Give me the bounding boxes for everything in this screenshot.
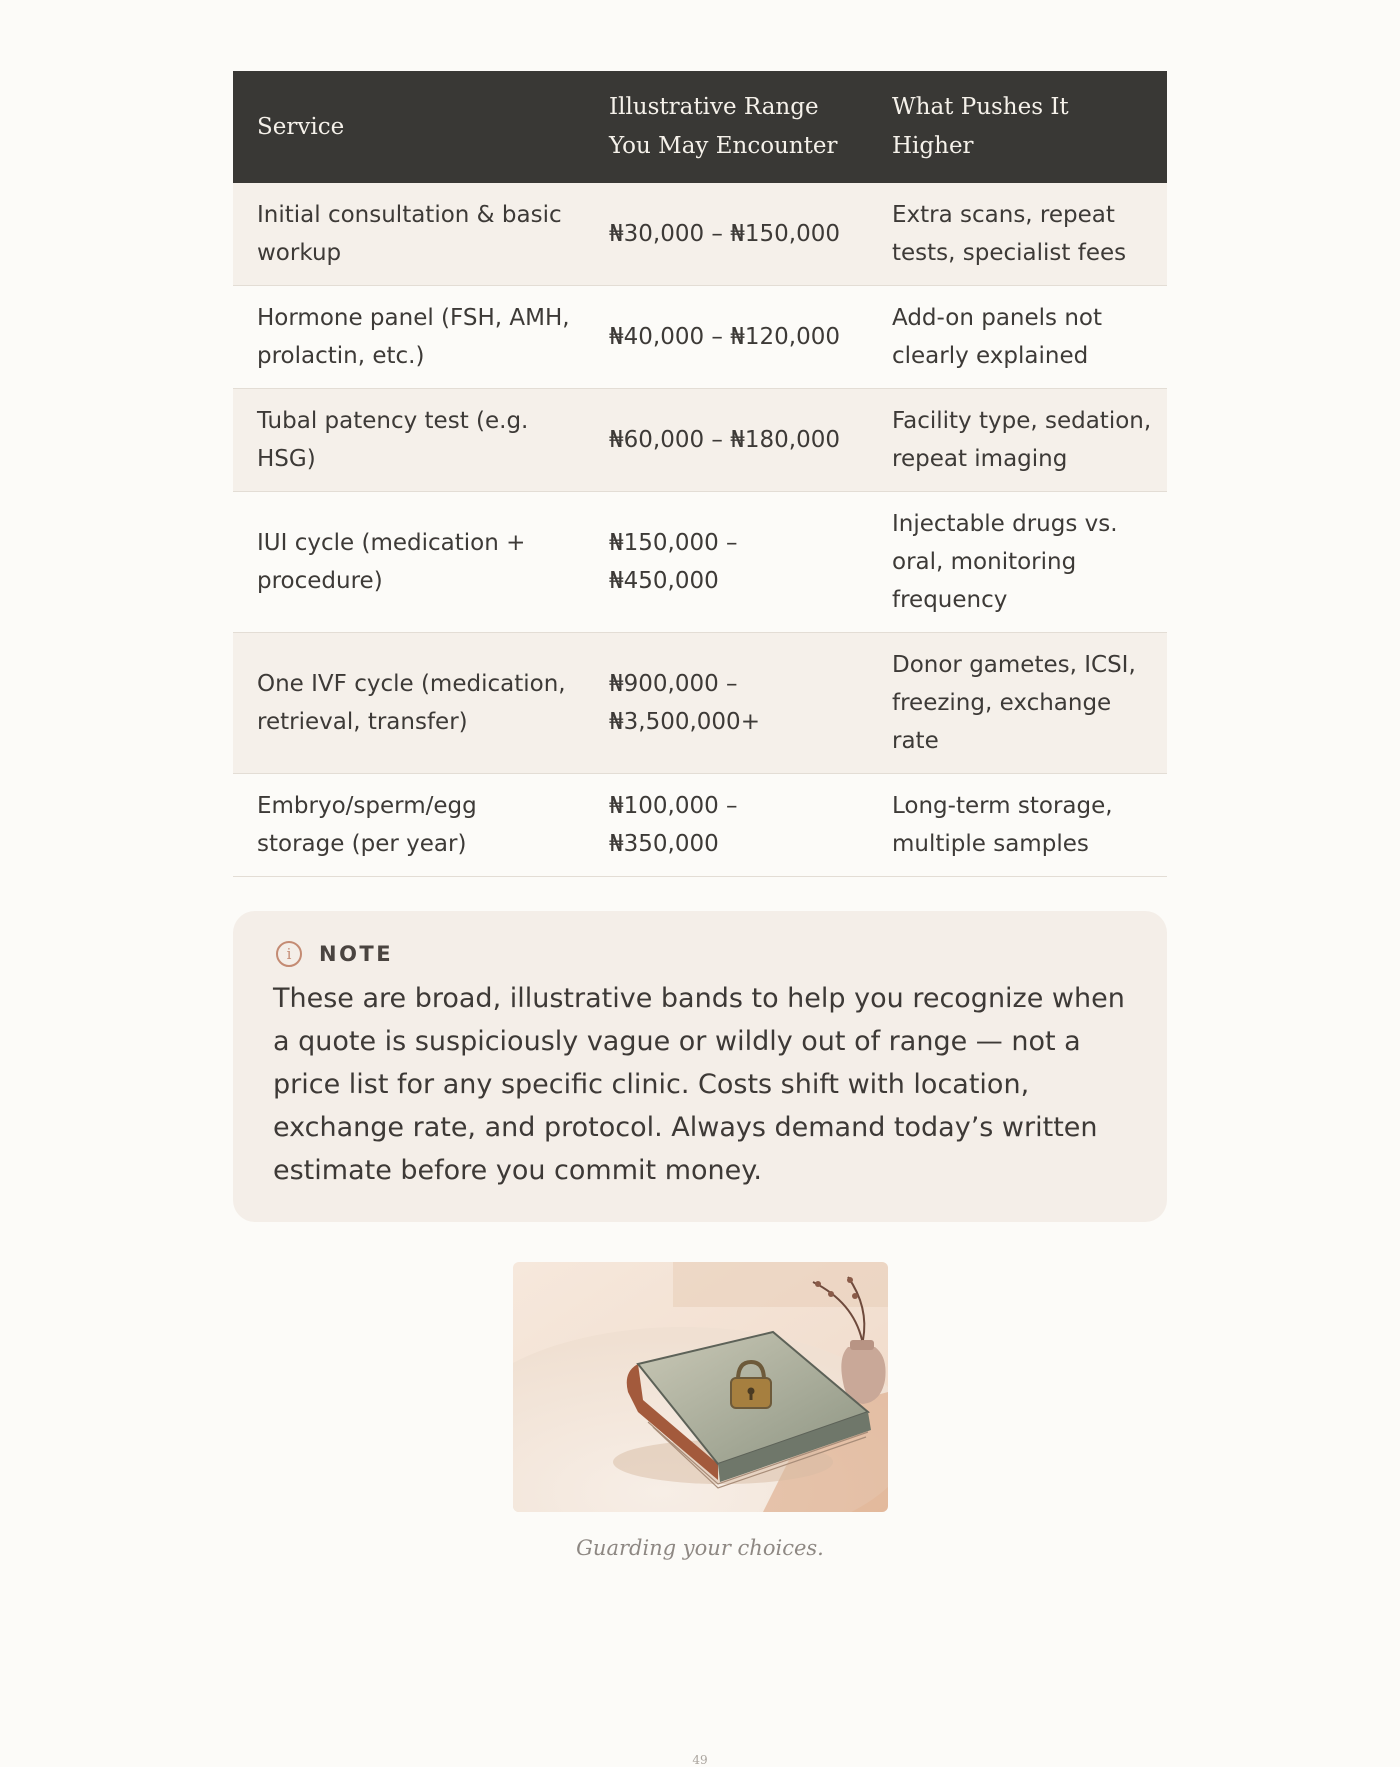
- locked-book-illustration: [513, 1262, 888, 1512]
- cell-higher: Donor gametes, ICSI, freezing, exchange rate: [868, 633, 1167, 774]
- table-row: [233, 389, 1167, 492]
- figure-caption: Guarding your choices.: [576, 1536, 824, 1560]
- cell-service: Embryo/sperm/egg storage (per year): [233, 774, 585, 877]
- cell-range: ₦100,000 – ₦350,000: [585, 774, 868, 877]
- figure: [513, 1262, 888, 1560]
- cell-service: One IVF cycle (medication, retrieval, transfer): [233, 633, 585, 774]
- page-content: [233, 71, 1167, 1560]
- table-row: [233, 286, 1167, 389]
- cell-higher: Long-term storage, multiple samples: [868, 774, 1167, 877]
- cell-higher: Facility type, sedation, repeat imaging: [868, 389, 1167, 492]
- table-row: [233, 774, 1167, 877]
- cell-range: ₦40,000 – ₦120,000: [585, 286, 868, 389]
- note-text: These are broad, illustrative bands to help you recognize when a quote is suspiciously vague or wildly out of range — not a price list for any specific clinic. Costs shift with location, exchange rate, and protocol. Always demand today’s written estimate before you commit money.: [273, 983, 1125, 1186]
- cell-range: ₦30,000 – ₦150,000: [585, 183, 868, 286]
- cell-service: IUI cycle (medication + procedure): [233, 492, 585, 633]
- cell-service: Hormone panel (FSH, AMH, prolactin, etc.): [233, 286, 585, 389]
- note-label: NOTE: [319, 942, 394, 966]
- header-range: Illustrative Range You May Encounter: [609, 94, 838, 159]
- cell-range: ₦150,000 – ₦450,000: [585, 492, 868, 633]
- header-higher: What Pushes It Higher: [892, 94, 1069, 159]
- info-icon: i: [276, 941, 302, 967]
- cell-range: ₦900,000 – ₦3,500,000+: [585, 633, 868, 774]
- page-number: 49: [692, 1753, 708, 1767]
- note-header: [273, 937, 1127, 971]
- header-service: Service: [257, 113, 345, 140]
- cost-table: [233, 71, 1167, 877]
- table-row: [233, 633, 1167, 774]
- cell-service: Initial consultation & basic workup: [233, 183, 585, 286]
- table-header-row: [233, 71, 1167, 183]
- cell-range: ₦60,000 – ₦180,000: [585, 389, 868, 492]
- note-callout: [233, 911, 1167, 1222]
- cell-higher: Add-on panels not clearly explained: [868, 286, 1167, 389]
- cell-higher: Injectable drugs vs. oral, monitoring frequency: [868, 492, 1167, 633]
- cell-service: Tubal patency test (e.g. HSG): [233, 389, 585, 492]
- cell-higher: Extra scans, repeat tests, specialist fees: [868, 183, 1167, 286]
- table-row: [233, 492, 1167, 633]
- table-row: [233, 183, 1167, 286]
